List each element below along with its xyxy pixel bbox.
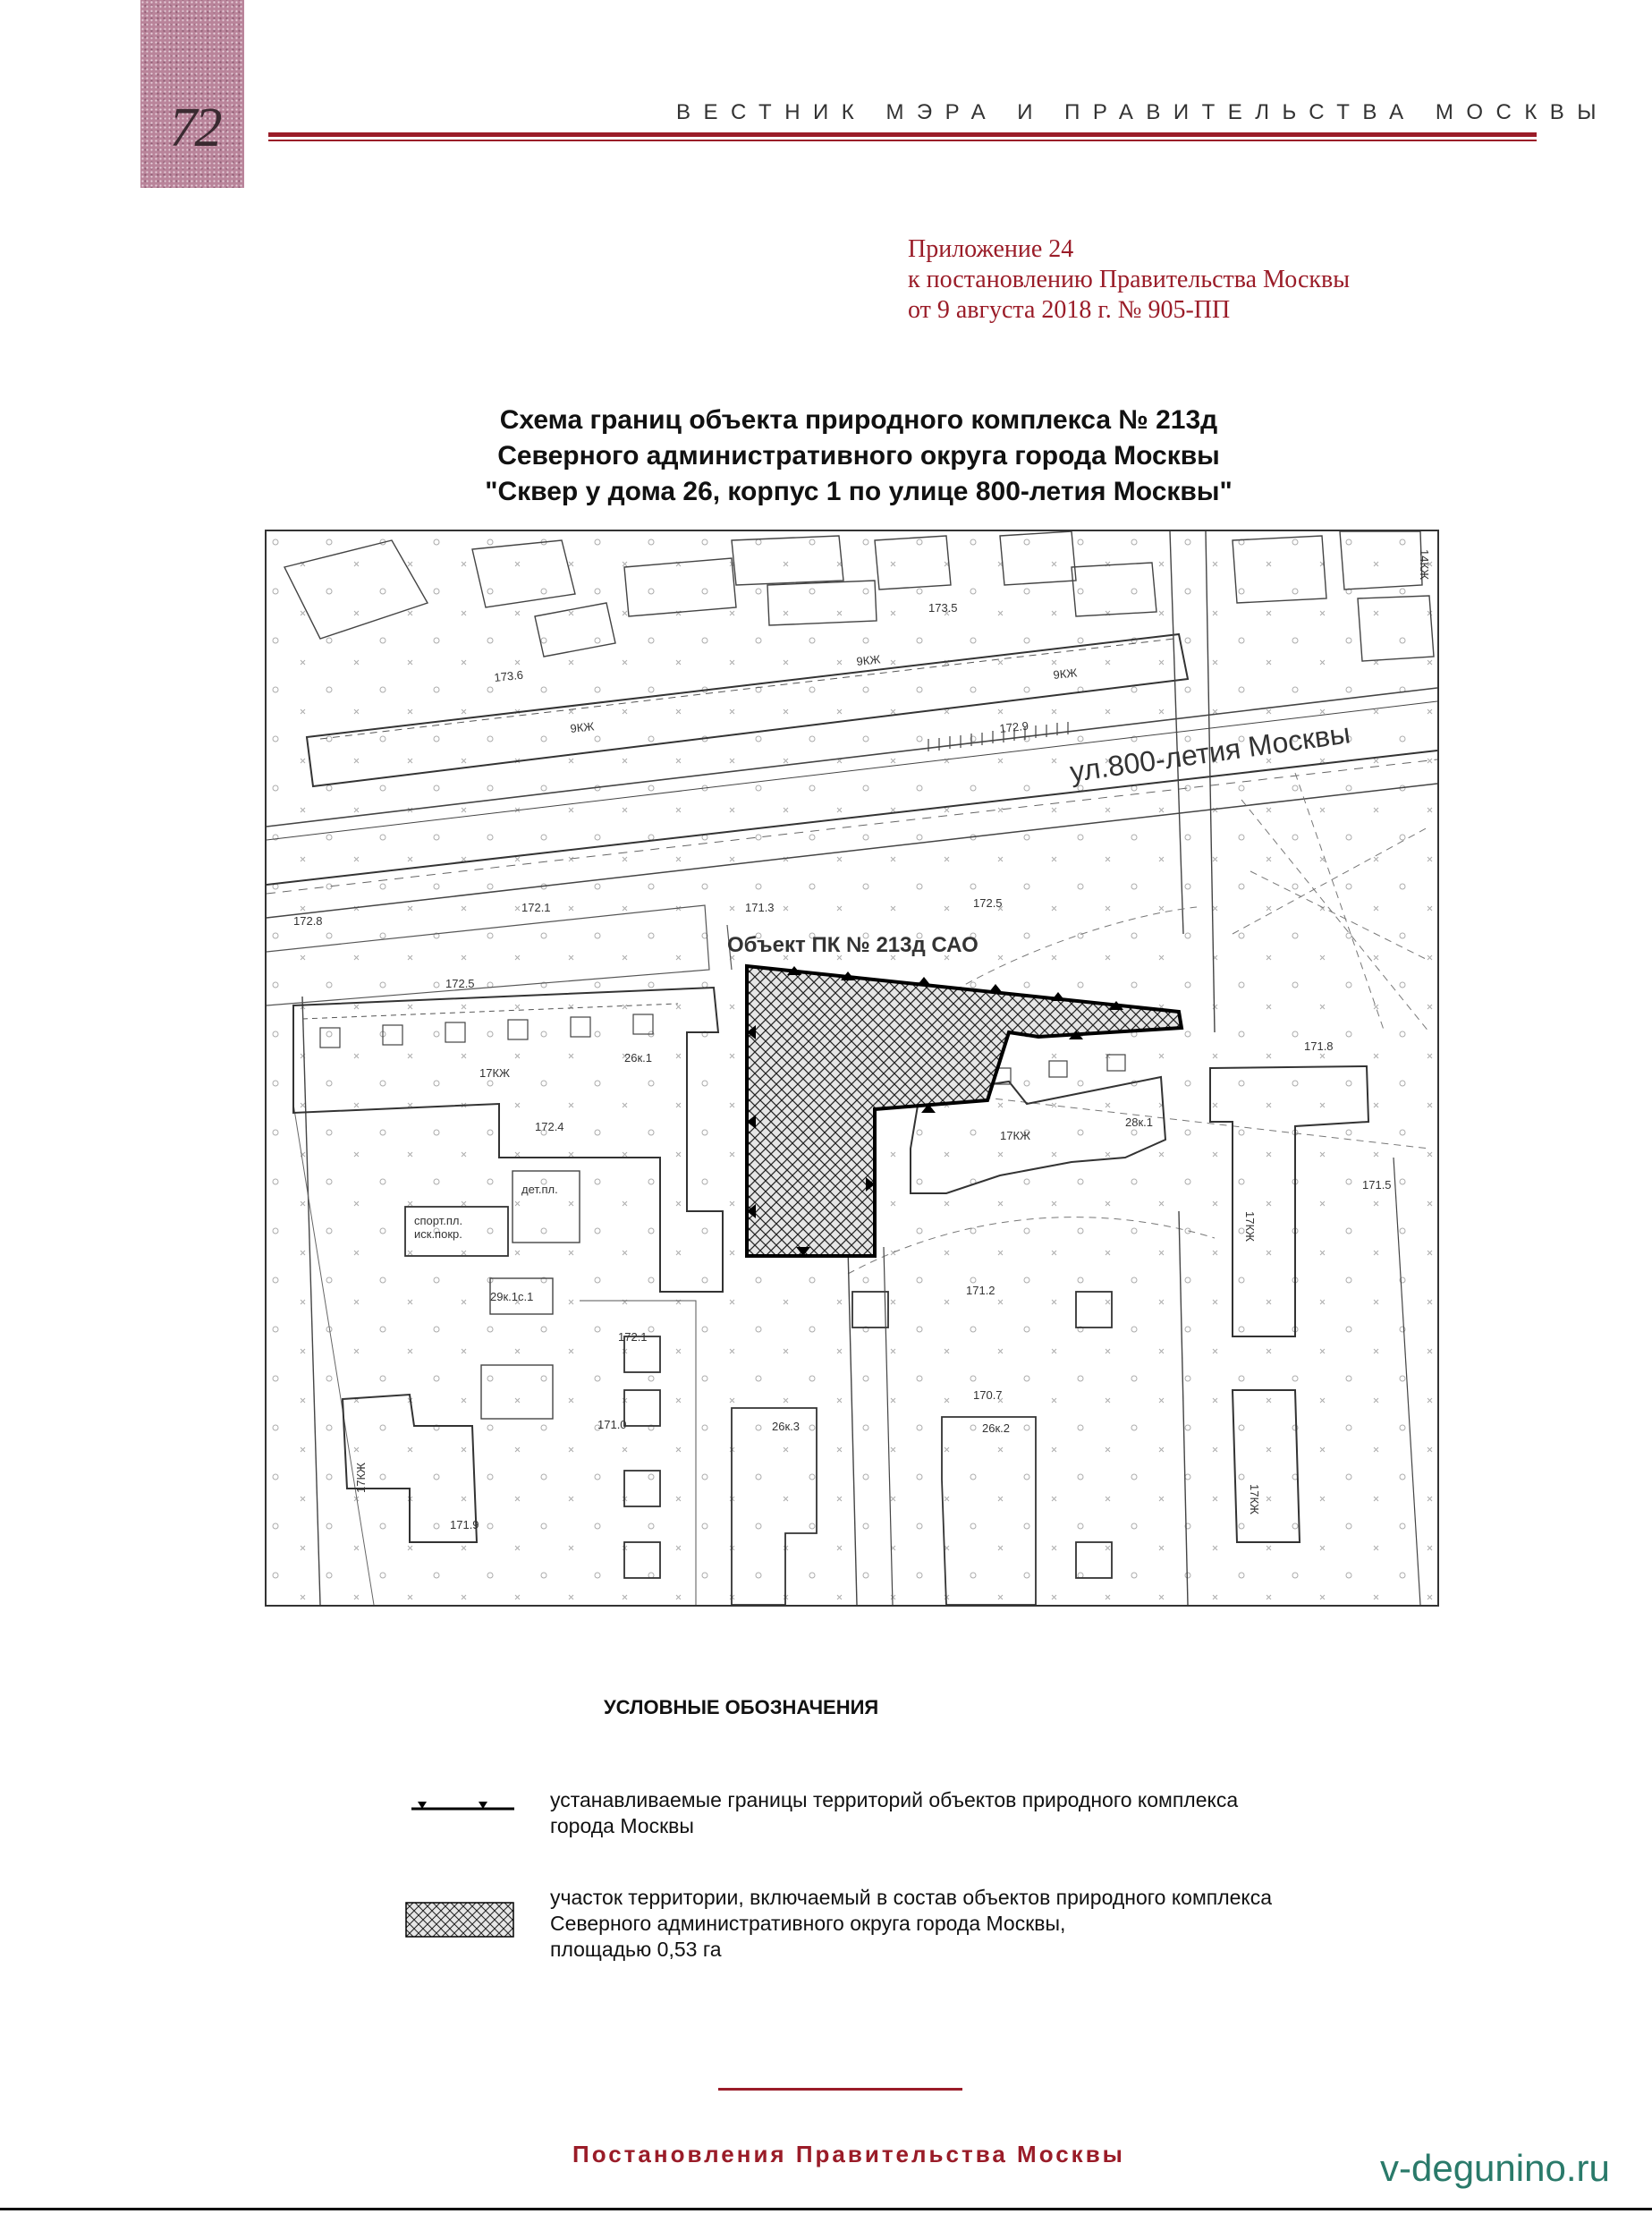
map-label: дет.пл.: [521, 1183, 558, 1196]
map-label: 26к.3: [772, 1420, 800, 1433]
map-label: иск.покр.: [414, 1227, 462, 1241]
map-label: 172.5: [973, 896, 1003, 910]
map-label: 17КЖ: [479, 1066, 511, 1080]
header-rule: [268, 132, 1537, 137]
title-line-3: "Сквер у дома 26, корпус 1 по улице 800-летия Москвы": [485, 477, 1233, 506]
appendix-number: Приложение 24: [908, 235, 1074, 263]
map-label: 17КЖ: [354, 1462, 368, 1493]
map-label: 171.0: [597, 1418, 627, 1431]
map-label: 172.1: [521, 901, 551, 914]
map-label: 17КЖ: [1243, 1211, 1257, 1243]
appendix-decree: к постановлению Правительства Москвы: [908, 266, 1351, 293]
header-rule-thin: [268, 140, 1537, 141]
object-label: Объект ПК № 213д САО: [727, 933, 978, 957]
map-label: 28к.1: [1125, 1115, 1153, 1129]
footer-title: Постановления Правительства Москвы: [572, 2141, 1125, 2167]
legend-title: УСЛОВНЫЕ ОБОЗНАЧЕНИЯ: [604, 1696, 879, 1718]
map-label: 172.4: [535, 1120, 564, 1133]
legend-item-area-line-1: участок территории, включаемый в состав объектов природного комплекса: [550, 1886, 1273, 1909]
legend-item-boundary-line-2: города Москвы: [550, 1814, 694, 1837]
title-line-1: Схема границ объекта природного комплекса № 213д: [499, 405, 1218, 435]
map-label: 172.9: [998, 718, 1029, 735]
map-label: 171.5: [1362, 1178, 1392, 1192]
site-map: [265, 530, 1439, 1607]
map-label: 170.7: [973, 1388, 1003, 1402]
map-label: 14КЖ: [1418, 549, 1431, 581]
map-label: 171.2: [966, 1284, 995, 1297]
bottom-rule: [0, 2208, 1652, 2210]
map-label: 9КЖ: [569, 719, 595, 735]
legend-item-area: [550, 1885, 1444, 1963]
map-label: 9КЖ: [1052, 666, 1078, 682]
hatched-area-symbol: [405, 1902, 514, 1938]
legend-item-area-line-2: Северного административного округа города Москвы,: [550, 1912, 1066, 1935]
map-label: 172.5: [445, 977, 475, 990]
map-label: 171.9: [450, 1518, 479, 1531]
page-number: 72: [169, 98, 220, 158]
watermark: v-degunino.ru: [1380, 2147, 1610, 2189]
map-label: 171.3: [745, 901, 775, 914]
map-label: 9КЖ: [855, 652, 881, 668]
map-label: 173.5: [928, 601, 958, 615]
document-title: [259, 403, 1458, 510]
map-label: 171.8: [1304, 1039, 1334, 1053]
map-label: 17КЖ: [1248, 1484, 1261, 1515]
boundary-line-symbol: [407, 1794, 519, 1820]
appendix-date: от 9 августа 2018 г. № 905-ПП: [908, 296, 1231, 324]
legend-item-area-line-3: площадью 0,53 га: [550, 1938, 722, 1961]
legend-item-boundary: [550, 1787, 1444, 1839]
map-label: 172.8: [293, 914, 323, 928]
map-label: 26к.2: [982, 1421, 1010, 1435]
map-label: 173.6: [493, 667, 524, 684]
map-label: 29к.1с.1: [490, 1290, 534, 1303]
map-label: 26к.1: [624, 1051, 652, 1065]
journal-title: ВЕСТНИК МЭРА И ПРАВИТЕЛЬСТВА МОСКВЫ: [676, 100, 1610, 124]
map-label: 17КЖ: [1000, 1129, 1031, 1142]
title-line-2: Северного административного округа города Москвы: [497, 441, 1220, 471]
map-label: 172.1: [618, 1330, 648, 1344]
street-label: ул.800-летия Москвы: [1067, 717, 1352, 788]
legend-item-boundary-line-1: устанавливаемые границы территорий объектов природного комплекса: [550, 1788, 1239, 1811]
footer-rule: [718, 2088, 962, 2091]
map-label: спорт.пл.: [414, 1214, 463, 1227]
